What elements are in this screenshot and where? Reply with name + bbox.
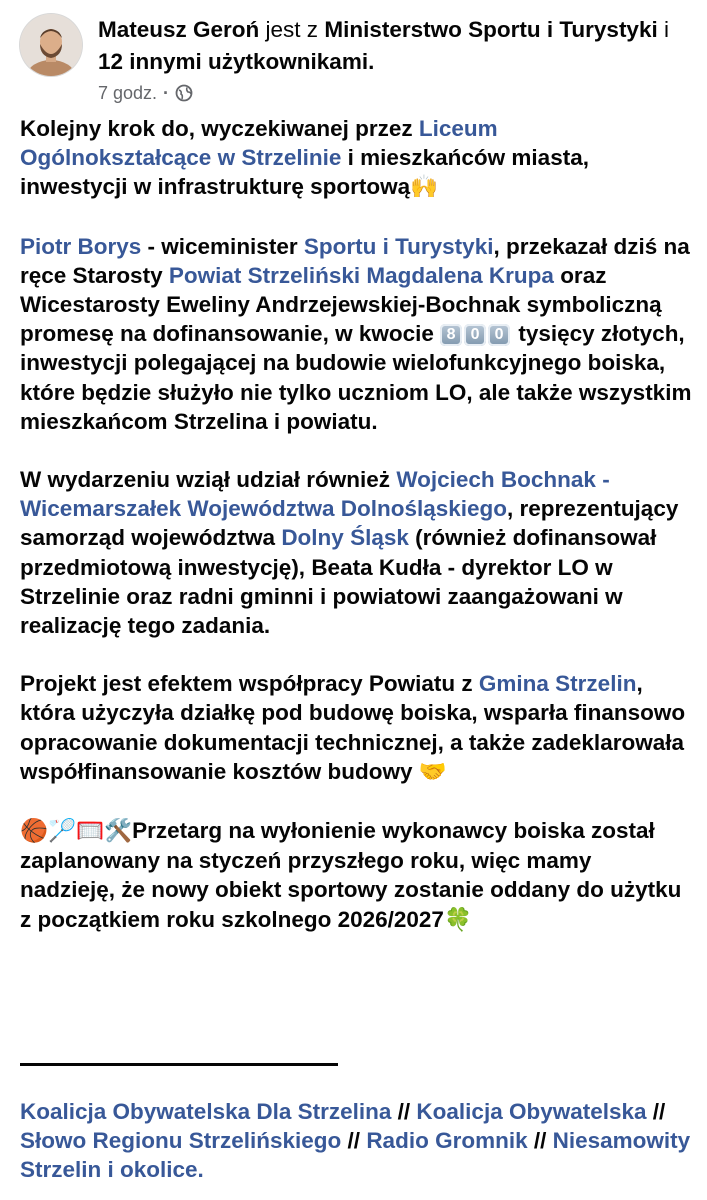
text: , przekazał dziś na ręce Starosty	[20, 233, 690, 288]
mention-gmina-strzelin[interactable]: Gmina Strzelin	[478, 671, 637, 697]
keycap-8-icon: 8	[440, 324, 462, 346]
keycap-0-icon: 0	[464, 324, 486, 346]
post-header	[20, 14, 690, 106]
text: , reprezentujący samorząd województwa	[20, 496, 679, 551]
avatar-image	[20, 14, 82, 76]
post-paragraph-1	[20, 114, 692, 203]
others-link[interactable]: 12 innymi użytkownikami.	[98, 49, 375, 74]
raising-hands-icon: 🙌	[410, 174, 439, 201]
mention-piotr-borys[interactable]: Piotr Borys	[20, 233, 142, 259]
text: , która użyczyła działkę pod budowę boiska, wsparła finansowo opracowanie dokumentacji technicznej, a także zadeklarowała współfinansowanie kosztów budowy	[20, 671, 686, 784]
tag-ko-dla-strzelina[interactable]: Koalicja Obywatelska Dla Strzelina	[20, 1099, 392, 1124]
tag-radio-gromnik[interactable]: Radio Gromnik	[366, 1128, 528, 1154]
text: i mieszkańców miasta, inwestycji w infrastrukturę sportową	[20, 145, 589, 200]
with-text: jest z	[265, 17, 319, 42]
mention-sportu-i-turystyki[interactable]: Sportu i Turystyki	[303, 233, 494, 259]
text: oraz Wicestarosty Eweliny Andrzejewskiej-Bochnak symboliczną promesę na dofinansowanie, w kwocie	[20, 262, 662, 347]
author-name[interactable]: Mateusz Geroń	[98, 17, 260, 42]
tag-niesamowity-strzelin[interactable]: Niesamowity Strzelin i okolice.	[20, 1128, 691, 1183]
divider-line	[20, 1063, 338, 1066]
tag-separator: //	[527, 1128, 553, 1154]
meta-separator: ·	[163, 83, 170, 103]
mention-dolny-slask[interactable]: Dolny Śląsk	[281, 525, 409, 551]
text: - wiceminister	[141, 233, 304, 259]
tag-separator: //	[341, 1128, 367, 1154]
post-timestamp[interactable]: 7 godz.	[98, 83, 158, 103]
text: W wydarzeniu wziął udział również	[20, 467, 397, 493]
text: (również dofinansował przedmiotową inwestycję), Beata Kudła - dyrektor LO w Strzelinie oraz radni gminni i powiatowi zaangażowani w realizację tego zadania.	[20, 525, 657, 639]
tag-slowo-regionu[interactable]: Słowo Regionu Strzelińskiego	[20, 1128, 342, 1154]
sports-icons: 🏀🏸🥅🛠️	[20, 818, 133, 845]
text: Kolejny krok do, wyczekiwanej przez	[20, 116, 419, 141]
mention-wojciech-bochnak[interactable]: Wojciech Bochnak - Wicemarszałek Województwa Dolnośląskiego	[20, 467, 610, 522]
post-paragraph-3	[20, 465, 692, 640]
post-paragraph-4	[20, 669, 692, 787]
post-paragraph-2	[20, 232, 692, 436]
tagged-page-link[interactable]: Ministerstwo Sportu i Turystyki	[324, 17, 658, 42]
tag-separator: //	[391, 1099, 417, 1124]
post-body	[20, 114, 692, 964]
globe-icon[interactable]	[175, 84, 193, 102]
handshake-icon: 🤝	[418, 758, 447, 785]
mention-powiat-strzelinski[interactable]: Powiat Strzeliński Magdalena Krupa	[168, 262, 554, 288]
author-avatar[interactable]	[20, 14, 82, 76]
keycap-0-icon: 0	[488, 324, 510, 346]
post-meta	[98, 82, 193, 104]
post-header-text	[98, 14, 688, 78]
text: Projekt jest efektem współpracy Powiatu z	[20, 671, 479, 697]
and-text: i	[663, 17, 669, 42]
text: Przetarg na wyłonienie wykonawcy boiska został zaplanowany na styczeń przyszłego roku, więc mamy nadzieję, że nowy obiekt sportowy zostanie oddany do użytku z początkiem roku szkolnego 2026/2027	[20, 818, 682, 932]
tag-list	[20, 1097, 692, 1185]
mention-liceum[interactable]: Liceum Ogólnokształcące w Strzelinie	[20, 116, 498, 171]
post-paragraph-5	[20, 816, 692, 935]
tag-koalicja-obywatelska[interactable]: Koalicja Obywatelska	[416, 1099, 647, 1124]
four-leaf-clover-icon: 🍀	[443, 906, 472, 933]
tag-separator: //	[646, 1099, 666, 1124]
text: tysięcy złotych, inwestycji polegającej na budowie wielofunkcyjnego boiska, które będzie służyło nie tylko uczniom LO, ale także wszystkim mieszkańcom Strzelina i powiatu.	[20, 321, 692, 434]
